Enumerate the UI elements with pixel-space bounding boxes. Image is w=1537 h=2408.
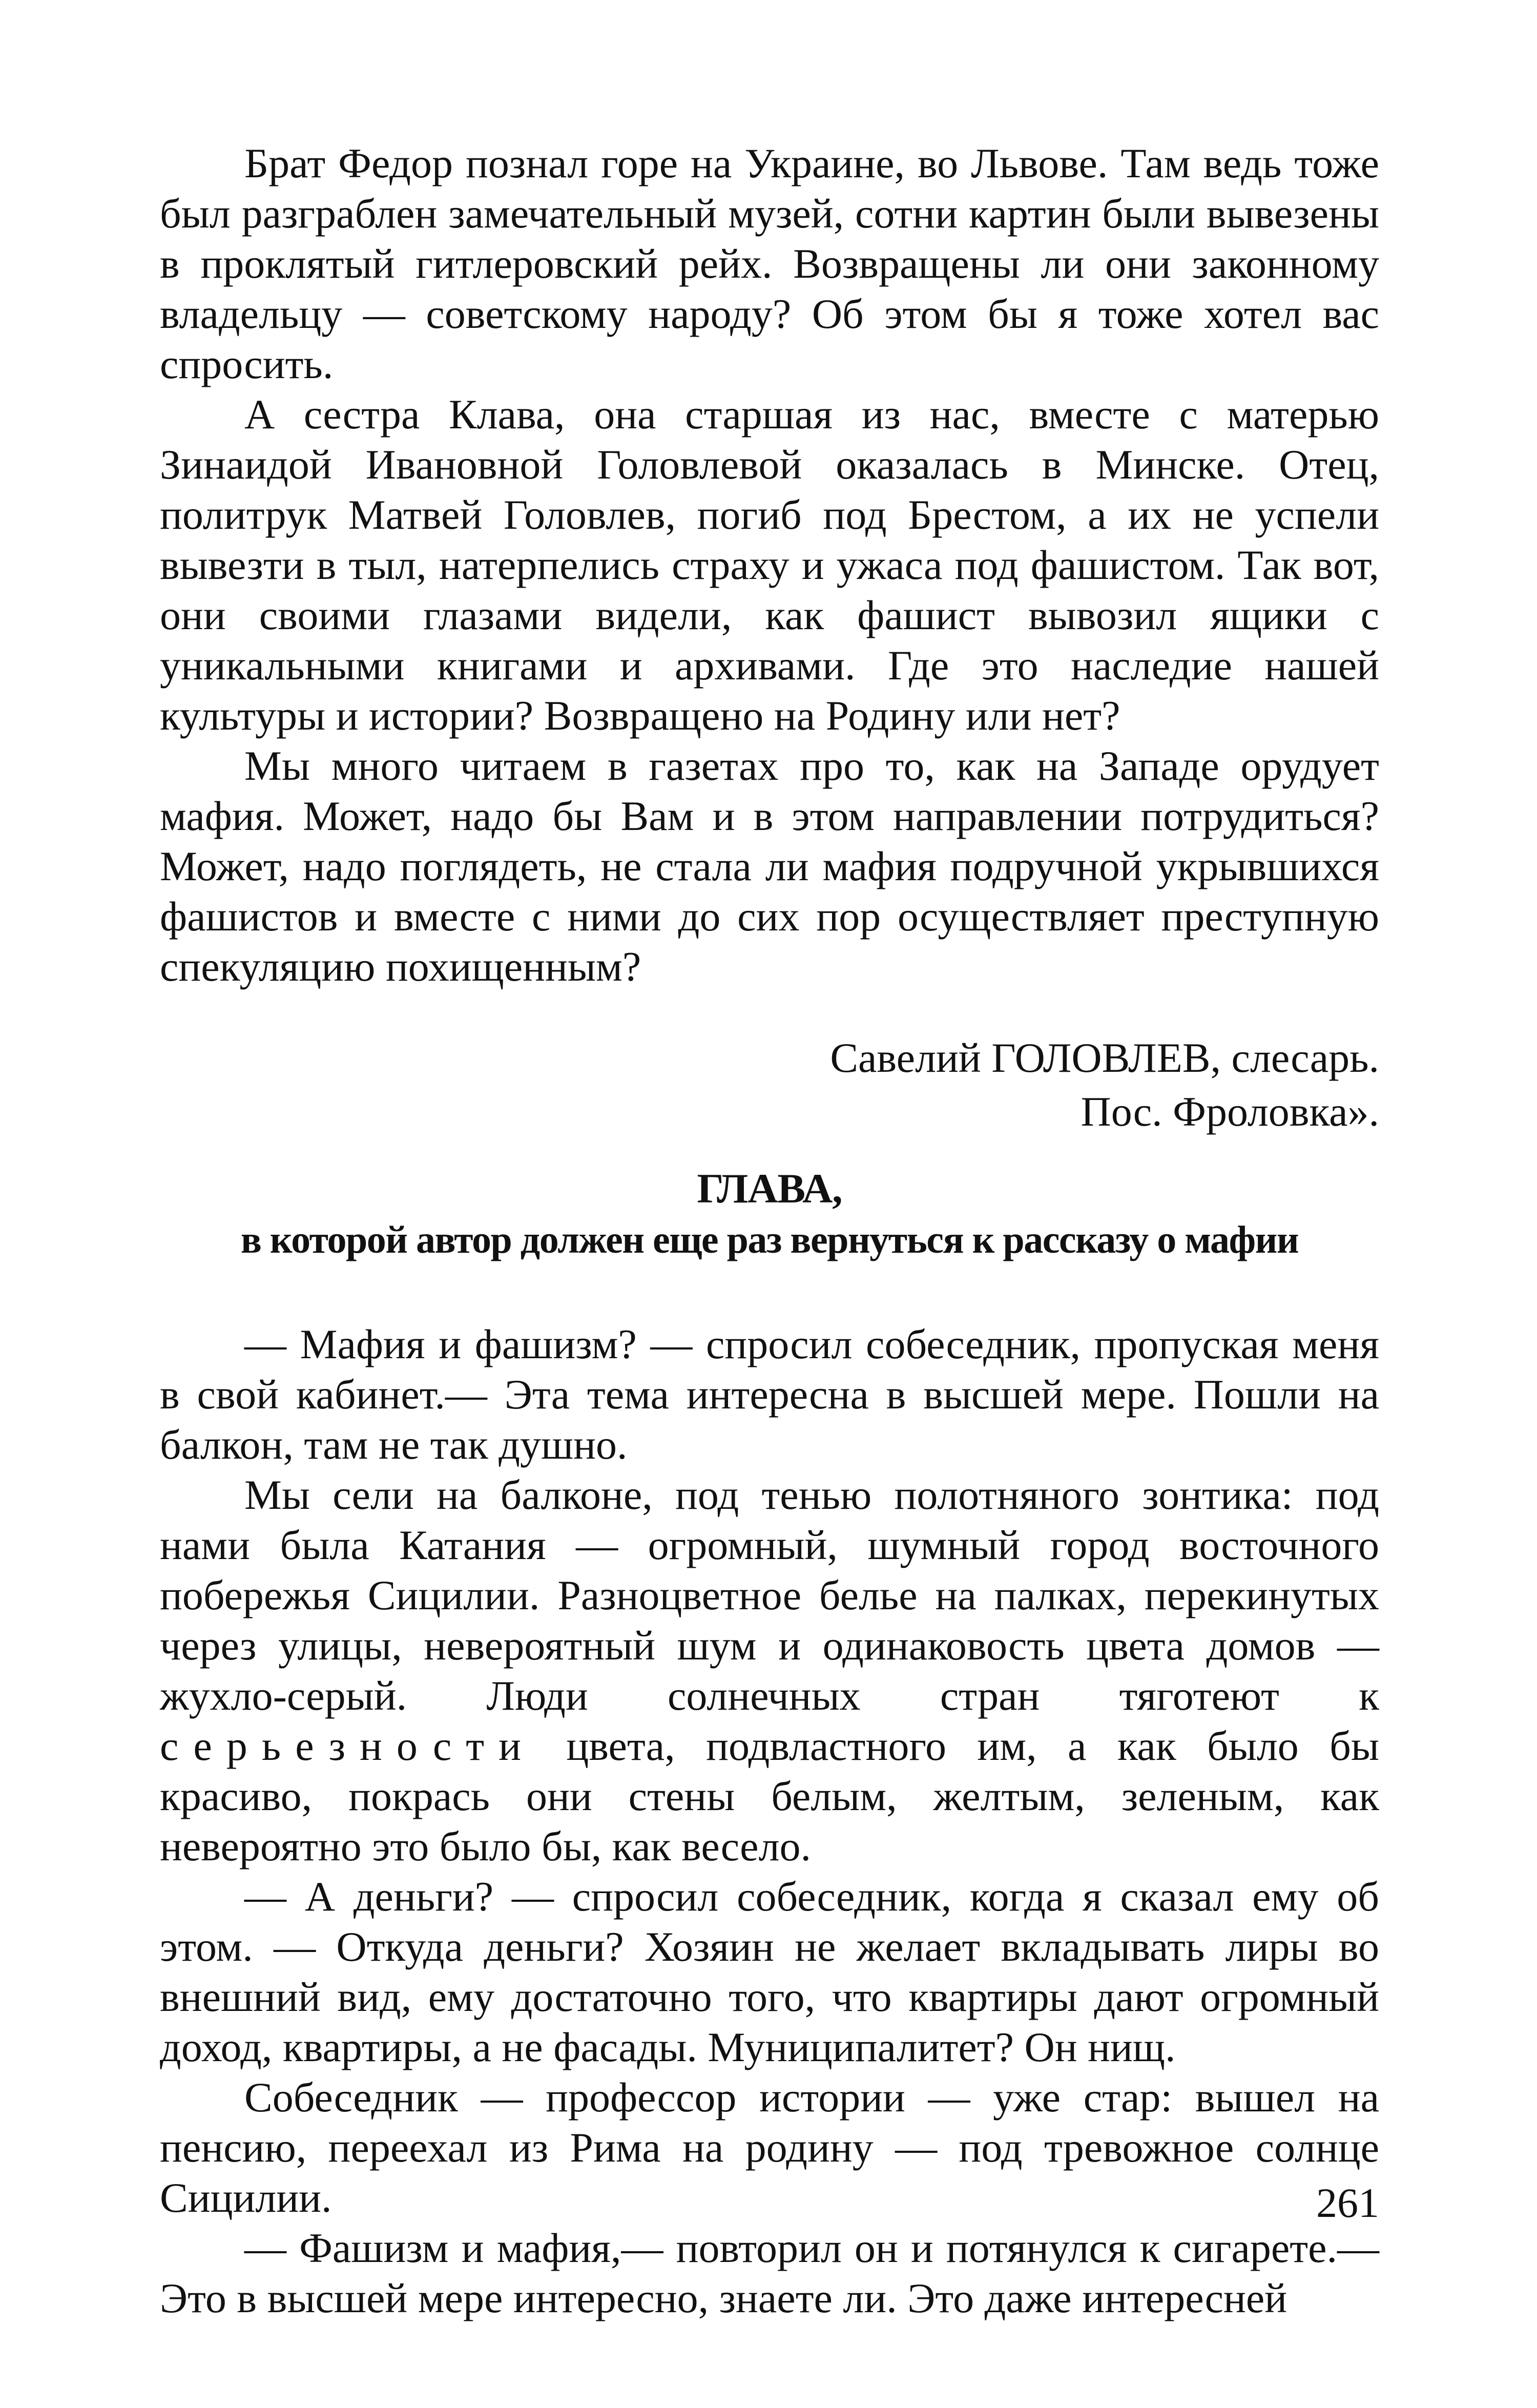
catania-text-before: Мы сели на балконе, под тенью полотняного зонтика: под нами была Катания — огромный, шумный город восточного побережья Сицилии. Разноцветное белье на палках, перекинутых через улицы, невероятный шум и одинаковость цвета домов — жухло-серый. Люди солнечных стран тяготеют к bbox=[160, 1471, 1379, 1719]
chapter-title: ГЛАВА, bbox=[697, 1165, 842, 1212]
page-number: 261 bbox=[1316, 2179, 1379, 2226]
chapter-subtitle: в которой автор должен еще раз вернуться к рассказу о мафии bbox=[240, 1218, 1299, 1261]
paragraph-brother-fedor: Брат Федор познал горе на Украине, во Львове. Там ведь тоже был разграблен замечательный музей, сотни картин были вывезены в проклятый гитлеровский рейх. Возвращены ли они законному владельцу — советскому народу? Об этом бы я тоже хотел вас спросить. bbox=[160, 140, 1379, 387]
paragraph-money: — А деньги? — спросил собеседник, когда я сказал ему об этом. — Откуда деньги? Хозяин не желает вкладывать лиры во внешний вид, ему достаточно того, что квартиры дают огромный доход, квартиры, а не фасады. Муниципалитет? Он нищ. bbox=[160, 1873, 1379, 2070]
catania-text-after: цвета, подвластного им, а как было бы красиво, покрась они стены белым, желтым, зеленым, как невероятно это было бы, как весело. bbox=[160, 1722, 1380, 1870]
signature-name: Савелий ГОЛОВЛЕВ, слесарь. bbox=[830, 1034, 1379, 1081]
paragraph-dialogue-start: — Мафия и фашизм? — спросил собеседник, пропуская меня в свой кабинет.— Эта тема интересна в высшей мере. Пошли на балкон, там не так душно. bbox=[160, 1321, 1379, 1468]
letter-text-block bbox=[160, 138, 1379, 992]
chapter-text-block bbox=[160, 1319, 1379, 2323]
paragraph-catania bbox=[160, 1470, 1379, 1872]
paragraph-mafia-west: Мы много читаем в газетах про то, как на Западе орудует мафия. Может, надо бы Вам и в этом направлении потрудиться? Может, надо поглядеть, не стала ли мафия подручной укрывшихся фашистов и вместе с ними до сих пор осуществляет преступную спекуляцию похищенным? bbox=[160, 742, 1379, 990]
paragraph-fascism-mafia: — Фашизм и мафия,— повторил он и потянулся к сигарете.— Это в высшей мере интересно, знаете ли. Это даже интересней bbox=[160, 2225, 1379, 2321]
signature-place: Пос. Фроловка». bbox=[1081, 1088, 1379, 1135]
paragraph-professor: Собеседник — профессор истории — уже стар: вышел на пенсию, переехал из Рима на родину — под тревожное солнце Сицилии. bbox=[160, 2074, 1379, 2221]
spaced-emphasis: серьезности bbox=[160, 1722, 536, 1769]
paragraph-sister-klava: А сестра Клава, она старшая из нас, вместе с матерью Зинаидой Ивановной Головлевой оказалась в Минске. Отец, политрук Матвей Головлев, погиб под Брестом, а их не успели вывезти в тыл, натерпелись страху и ужаса под фашистом. Так вот, они своими глазами видели, как фашист вывозил ящики с уникальными книгами и архивами. Где это наследие нашей культуры и истории? Возвращено на Родину или нет? bbox=[160, 391, 1379, 739]
letter-signature bbox=[160, 1031, 1379, 1138]
